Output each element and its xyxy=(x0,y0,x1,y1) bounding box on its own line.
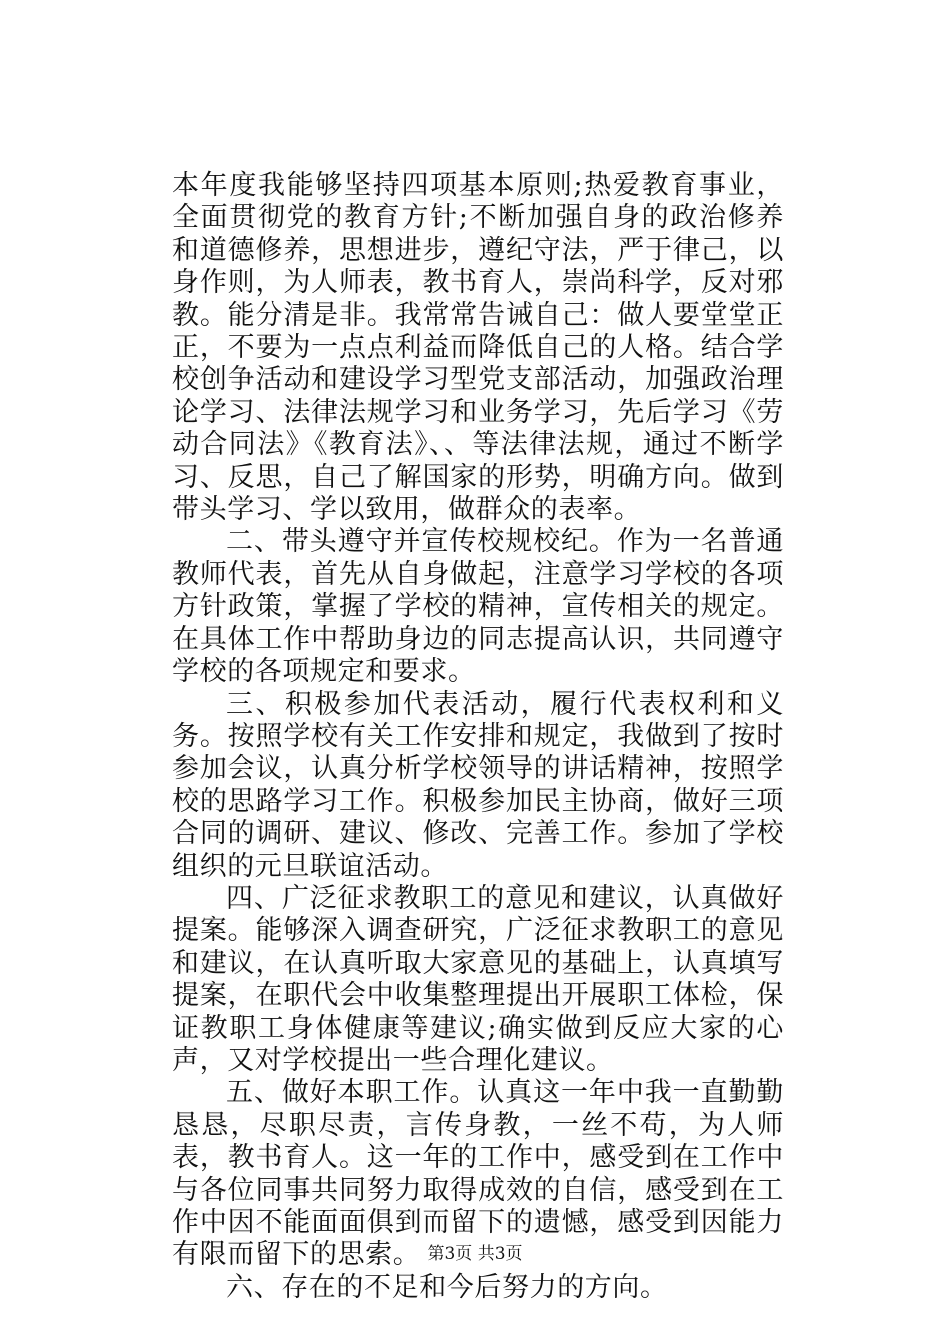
paragraph-3: 三、积极参加代表活动，履行代表权利和义务。按照学校有关工作安排和规定，我做到了按时参加会议，认真分析学校领导的讲话精神，按照学校的思路学习工作。积极参加民主协商，做好三项合同的调研、建议、修改、完善工作。参加了学校组织的元旦联谊活动。 xyxy=(172,688,784,882)
paragraph-6: 六、存在的不足和今后努力的方向。 xyxy=(226,1271,668,1303)
paragraph-5: 五、做好本职工作。认真这一年中我一直勤勤恳恳，尽职尽责，言传身教，一丝不苟，为人师表，教书育人。这一年的工作中，感受到在工作中与各位同事共同努力取得成效的自信，感受到在工作中因不能面面俱到而留下的遗憾，感受到因能力有限而留下的思索。 xyxy=(172,1077,784,1271)
paragraph-2: 二、带头遵守并宣传校规校纪。作为一名普通教师代表，首先从自身做起，注意学习学校的各项方针政策，掌握了学校的精神，宣传相关的规定。在具体工作中帮助身边的同志提高认识，共同遵守学校的各项规定和要求。 xyxy=(172,526,784,688)
paragraph-1: 本年度我能够坚持四项基本原则;热爱教育事业，全面贯彻党的教育方针;不断加强自身的政治修养和道德修养，思想进步，遵纪守法，严于律己，以身作则，为人师表，教书育人，崇尚科学，反对邪教。能分清是非。我常常告诫自己：做人要堂堂正正，不要为一点点利益而降低自己的人格。结合学校创争活动和建设学习型党支部活动，加强政治理论学习、法律法规学习和业务学习，先后学习《劳动合同法》《教育法》、、等法律法规，通过不断学习、反思，自己了解国家的形势，明确方向。做到带头学习、学以致用，做群众的表率。 xyxy=(172,170,784,526)
page-number-footer: 第3页 共3页 xyxy=(427,1244,523,1264)
document-body xyxy=(172,170,784,1304)
paragraph-4: 四、广泛征求教职工的意见和建议，认真做好提案。能够深入调查研究，广泛征求教职工的意见和建议，在认真听取大家意见的基础上，认真填写提案，在职代会中收集整理提出开展职工体检，保证教职工身体健康等建议;确实做到反应大家的心声，又对学校提出一些合理化建议。 xyxy=(172,882,784,1076)
